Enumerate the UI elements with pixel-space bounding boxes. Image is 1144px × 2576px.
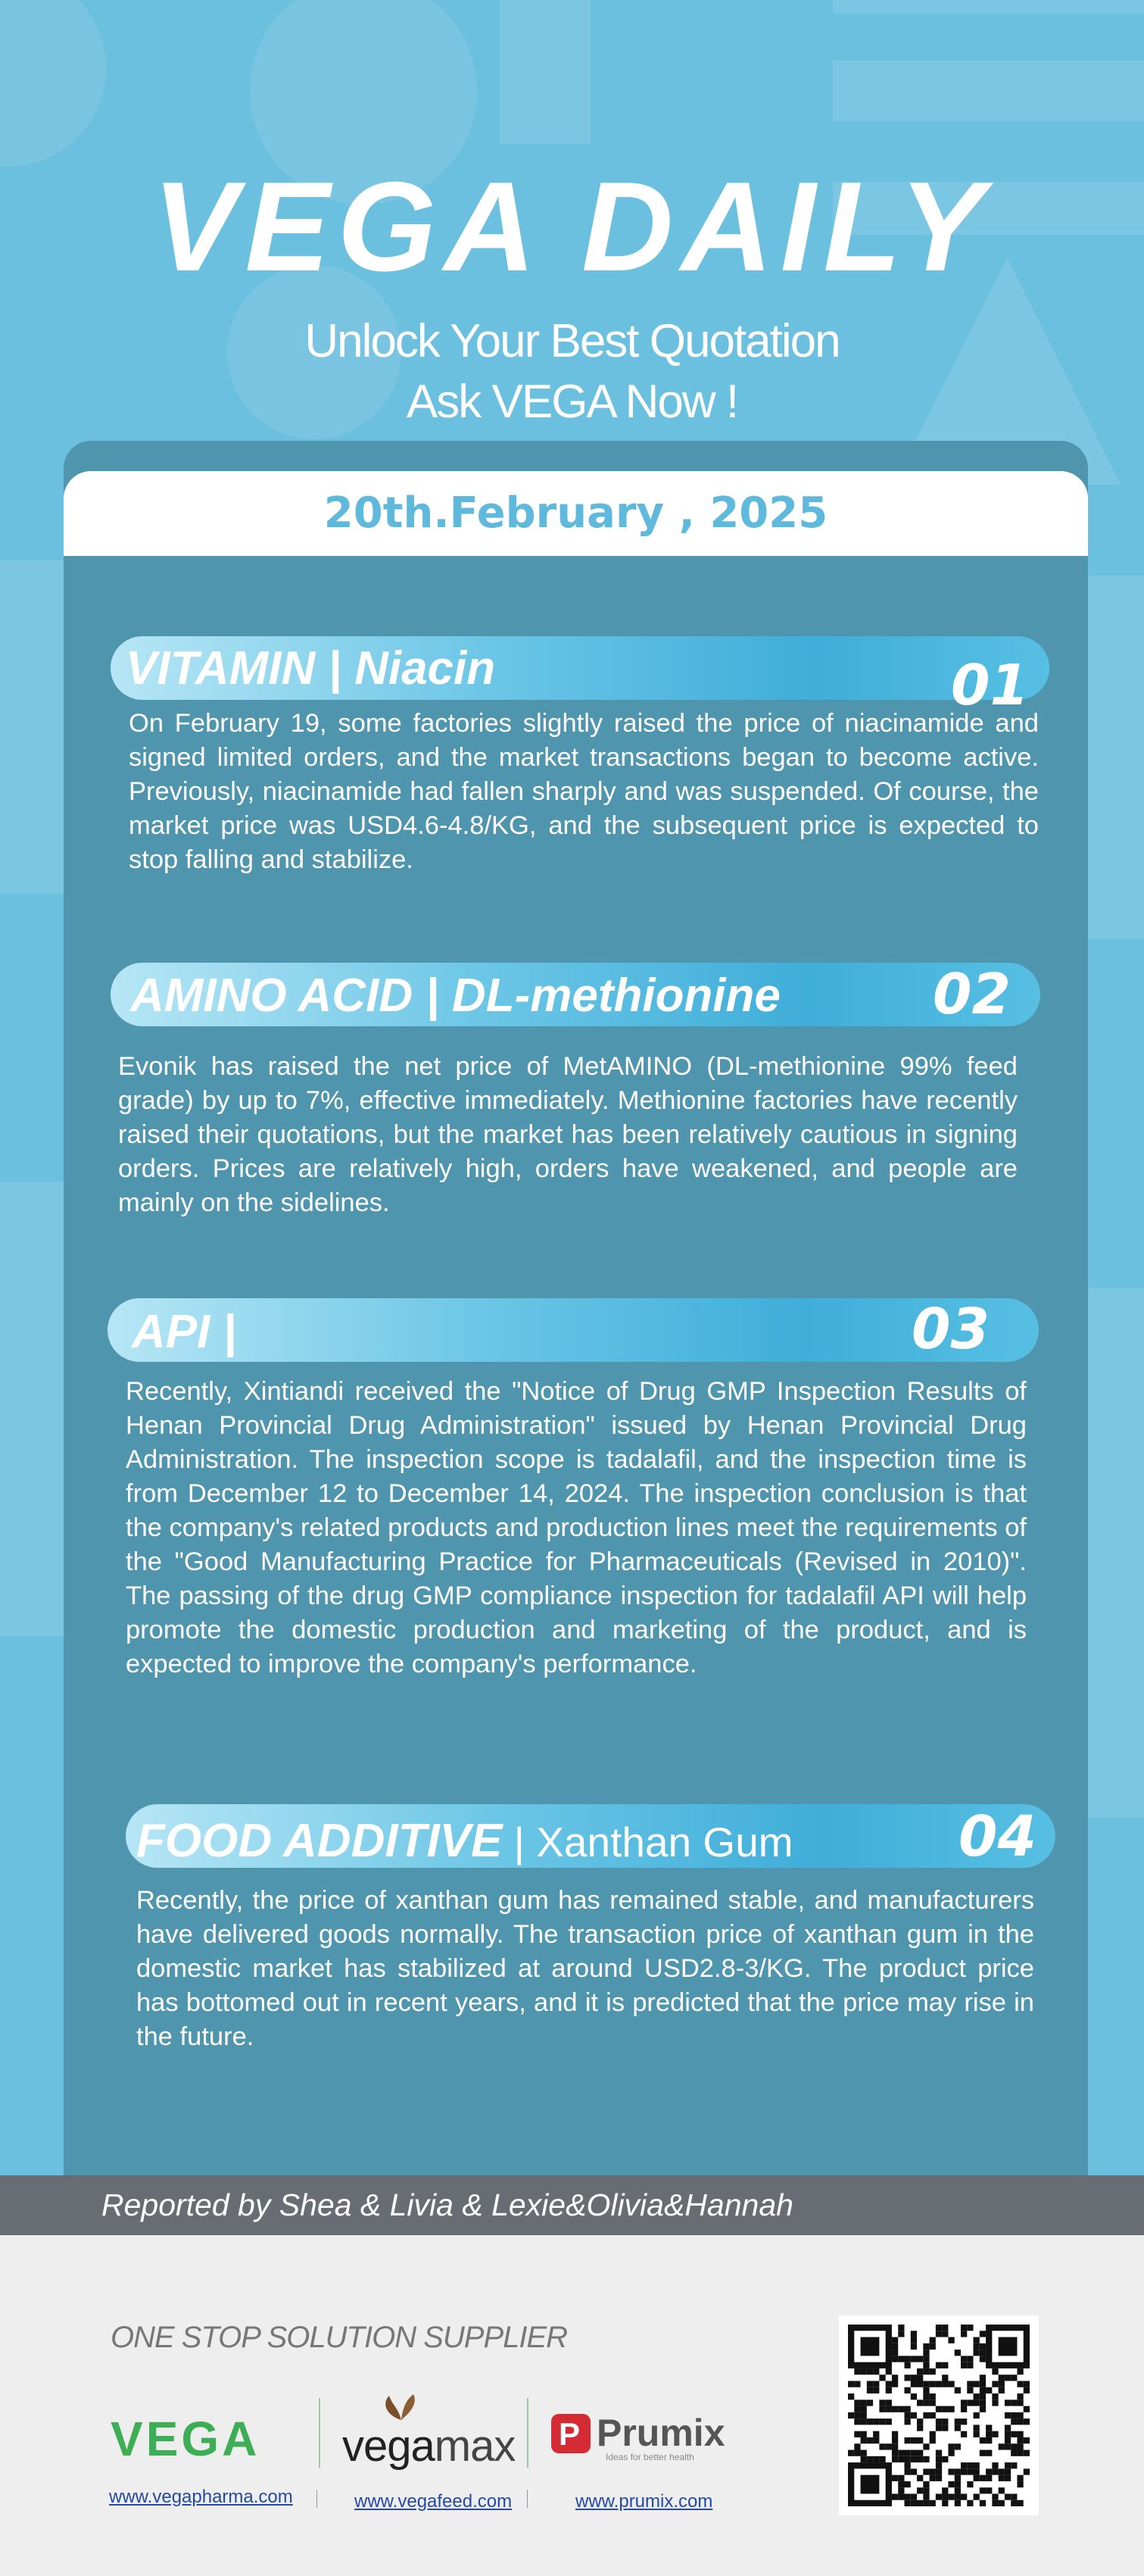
section-body: Recently, Xintiandi received the "Notice of Drug GMP Inspection Results of Henan Provincial Drug Administration" issued by Henan Provincial Drug Administration. The inspection scope is tadalafil, and the inspection time is from December 12 to December 14, 2024. The inspection conclusion is that the company's related products and production lines meet the requirements of the "Good Manufacturing Practice for Pharmaceuticals (Revised in 2010)". The passing of the drug GMP compliance inspection for tadalafil API will help promote the domestic production and marketing of the product, and is expected to improve the company's performance. xyxy=(126,1377,1027,1678)
section-header-bar xyxy=(108,1298,1039,1362)
prumix-tagline: Ideas for better health xyxy=(606,2452,694,2462)
section-title-category: FOOD ADDITIVE xyxy=(136,1815,503,1867)
section-title xyxy=(136,1815,793,1867)
footer-tagline: ONE STOP SOLUTION SUPPLIER xyxy=(111,2321,568,2354)
bg-decoration-block xyxy=(1088,1288,1144,1818)
subtitle-line-2: Ask VEGA Now ! xyxy=(406,376,738,428)
reporter-bar xyxy=(0,2175,1144,2235)
link-vegafeed[interactable]: www.vegafeed.com xyxy=(354,2491,513,2512)
logo-divider xyxy=(319,2398,320,2468)
section-number: 02 xyxy=(933,962,1011,1027)
vegamax-leaf-icon xyxy=(379,2393,424,2421)
section-body: Recently, the price of xanthan gum has remained stable, and manufacturers have delivered goods normally. The transaction price of xanthan gum in the domestic market has stabilized at around USD2.8-3/KG. The product price has bottomed out in recent years, and it is predicted that the price may rise in the future. xyxy=(136,1886,1034,2051)
section-number: 01 xyxy=(951,653,1029,718)
section-number: 04 xyxy=(959,1804,1036,1869)
section-body: Evonik has raised the net price of MetAMINO (DL-methionine 99% feed grade) by up to 7%, effective immediately. Methionine factories have recently raised their quotations, but the market has been relatively cautious in signing orders. Prices are relatively high, orders have weakened, and people are mainly on the sidelines. xyxy=(118,1052,1018,1217)
page-title: VEGA DAILY xyxy=(152,155,992,298)
section-title: AMINO ACID | DL-methionine xyxy=(130,970,781,1022)
vegamax-logo[interactable] xyxy=(342,2421,515,2471)
link-separator xyxy=(527,2490,528,2508)
link-vegapharma[interactable]: www.vegapharma.com xyxy=(109,2487,293,2507)
logo-divider xyxy=(527,2398,528,2468)
bg-decoration-circle xyxy=(0,0,106,167)
section-title: API | xyxy=(132,1306,236,1358)
section-title-topic: | Xanthan Gum xyxy=(502,1819,793,1866)
qr-code-graphic xyxy=(839,2315,1039,2515)
bg-decoration-block xyxy=(0,560,64,894)
bg-decoration-block xyxy=(0,1182,64,1636)
qr-code-icon[interactable] xyxy=(839,2315,1039,2515)
footer xyxy=(0,2235,1144,2576)
vega-logo[interactable]: VEGA xyxy=(111,2412,260,2466)
link-separator xyxy=(316,2490,317,2508)
bg-decoration-block xyxy=(1088,576,1144,939)
vegamax-logo-a: vega xyxy=(342,2421,435,2471)
link-prumix[interactable]: www.prumix.com xyxy=(575,2491,713,2512)
bg-decoration-block xyxy=(500,0,591,144)
section-body: On February 19, some factories slightly raised the price of niacinamide and signed limited orders, and the market transactions began to become active. Previously, niacinamide had fallen sharply and was suspended. Of course, the market price was USD4.6-4.8/KG, and the subsequent price is expected to stop falling and stabilize. xyxy=(129,709,1039,874)
vegamax-logo-b: max xyxy=(434,2421,516,2471)
date-bar xyxy=(64,471,1088,556)
report-date: 20th.February , 2025 xyxy=(323,489,828,538)
prumix-mark-icon: P xyxy=(551,2414,591,2453)
reporter-credits: Reported by Shea & Livia & Lexie&Olivia&Hannah xyxy=(101,2187,793,2222)
bg-decoration-bar xyxy=(833,0,1144,14)
bg-decoration-bar xyxy=(833,61,1144,121)
section-number: 03 xyxy=(912,1297,990,1362)
subtitle-line-1: Unlock Your Best Quotation xyxy=(304,315,840,367)
prumix-logo[interactable]: Prumix xyxy=(597,2412,725,2454)
section-title: VITAMIN | Niacin xyxy=(126,642,496,695)
